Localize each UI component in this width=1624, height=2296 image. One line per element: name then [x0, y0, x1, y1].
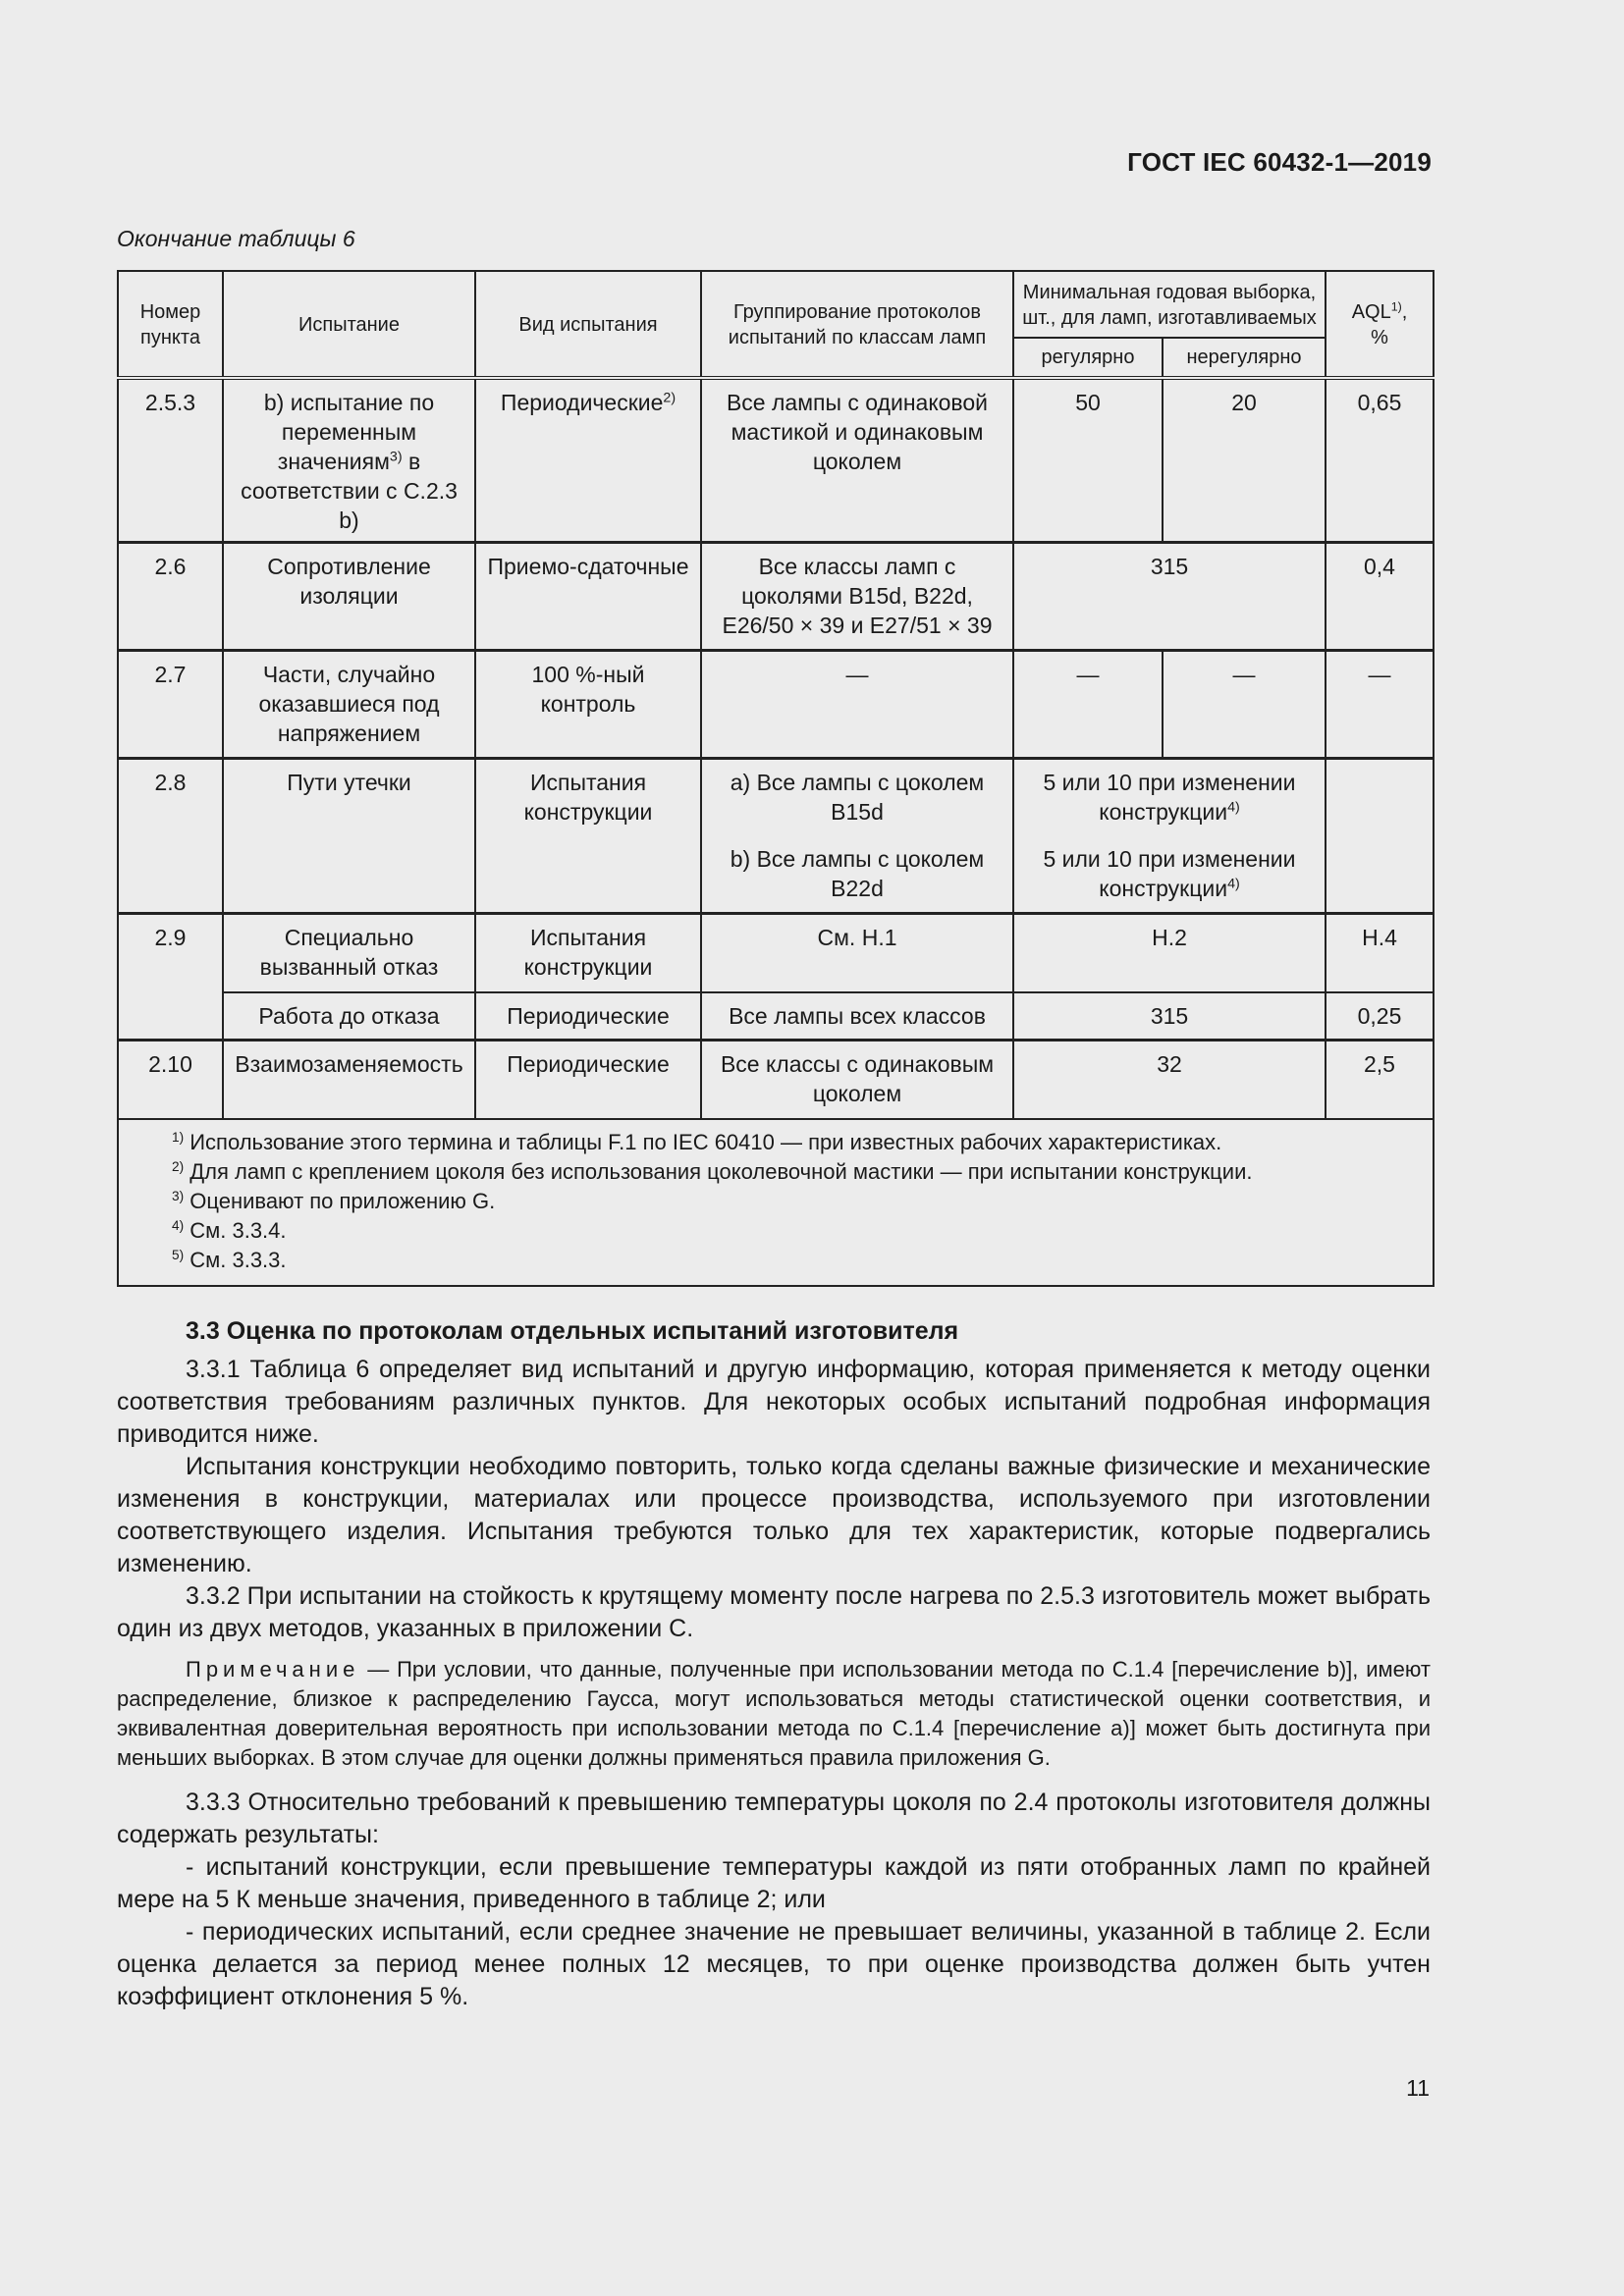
cell-kind: 100 %-ный контроль [475, 651, 701, 759]
footnote-text: Для ламп с креплением цоколя без использования цоколевочной мастики — при испытании конструкции. [184, 1158, 1253, 1184]
footnote [172, 1187, 1423, 1216]
table-footnotes [118, 1119, 1434, 1286]
cell-aql: 0,25 [1326, 992, 1434, 1041]
cell-sample: 315 [1013, 992, 1326, 1041]
footnote-mark: 2) [663, 390, 677, 406]
note-paragraph [117, 1655, 1431, 1773]
cell-sample: 32 [1013, 1041, 1326, 1119]
header-group: Группирование протоколов испытаний по классам ламп [701, 271, 1013, 378]
list-item: - испытаний конструкции, если превышение температуры каждой из пяти отобранных ламп по крайней мере на 5 К меньше значения, приведенного в таблице 2; или [117, 1853, 1431, 1913]
cell-test: Специально вызванный отказ [223, 914, 475, 992]
cell-kind-text: Периодические [500, 390, 664, 415]
header-regular: регулярно [1013, 338, 1163, 378]
paragraph: 3.3.3 Относительно требований к превышению температуры цоколя по 2.4 протоколы изготовителя должны содержать результаты: [117, 1789, 1431, 1848]
table-caption: Окончание таблицы 6 [117, 226, 355, 251]
cell-num: 2.9 [118, 914, 223, 1041]
cell-test: Пути утечки [223, 759, 475, 914]
cell-sample: Н.2 [1013, 914, 1326, 992]
header-min-sample: Минимальная годовая выборка, шт., для ламп, изготавливаемых [1013, 271, 1326, 338]
footnote-mark: 1) [172, 1129, 185, 1145]
cell-group: Все лампы с одинаковой мастикой и одинаковым цоколем [701, 378, 1013, 543]
cell-aql: Н.4 [1326, 914, 1434, 992]
cell-irregular: — [1163, 651, 1326, 759]
footnote-mark: 3) [172, 1188, 185, 1203]
table-6 [117, 270, 1435, 1287]
cell-kind: Приемо-сдаточные [475, 543, 701, 651]
cell-group: Все лампы всех классов [701, 992, 1013, 1041]
footnote-text: См. 3.3.3. [184, 1247, 287, 1272]
table-row [118, 1041, 1434, 1119]
footnote-mark: 4) [1227, 876, 1240, 892]
aql-footnote-mark: 1) [1390, 299, 1402, 314]
section-body [117, 1315, 1431, 2013]
table-row [118, 651, 1434, 759]
cell-kind: Периодические [475, 1041, 701, 1119]
cell-group: — [701, 651, 1013, 759]
cell-kind: Испытания конструкции [475, 914, 701, 992]
paragraph: Испытания конструкции необходимо повторить, только когда сделаны важные физические и механические изменения в конструкции, материалах или процессе производства, используемого при изготовлении соответствующего изделия. Испытания требуются только для тех характеристик, которые подвергались изменению. [117, 1453, 1431, 1577]
cell-num: 2.7 [118, 651, 223, 759]
cell-regular: 50 [1013, 378, 1163, 543]
footnote-text: Оценивают по приложению G. [184, 1188, 496, 1213]
cell-test-text: b) испытание по переменным значениям [263, 390, 435, 474]
footnote [172, 1157, 1423, 1187]
cell-group-b: b) Все лампы с цоколем B22d [730, 846, 985, 901]
list-item: - периодических испытаний, если среднее значение не превышает величины, указанной в таблице 2. Если оценка делается за период менее полных 12 месяцев, то при оценке производства должен быть учтен коэффициент отклонения 5 %. [117, 1918, 1431, 2010]
cell-aql: 0,65 [1326, 378, 1434, 543]
header-num: Номер пункта [118, 271, 223, 378]
footnote-mark: 4) [1227, 799, 1240, 816]
cell-sample [1013, 759, 1326, 914]
footnote [172, 1246, 1423, 1275]
cell-test: Части, случайно оказавшиеся под напряжением [223, 651, 475, 759]
page-number: 11 [1406, 2075, 1430, 2101]
cell-sample-b [1020, 844, 1319, 903]
cell-aql: — [1326, 651, 1434, 759]
table-row [118, 914, 1434, 992]
cell-kind [475, 378, 701, 543]
paragraph: 3.3.2 При испытании на стойкость к крутящему моменту после нагрева по 2.5.3 изготовитель может выбрать один из двух методов, указанных в приложении С. [117, 1582, 1431, 1642]
header-kind: Вид испытания [475, 271, 701, 378]
cell-test: Работа до отказа [223, 992, 475, 1041]
cell-test: Взаимозаменяемость [223, 1041, 475, 1119]
cell-group [701, 759, 1013, 914]
cell-test: Сопротивление изоляции [223, 543, 475, 651]
paragraph: 3.3.1 Таблица 6 определяет вид испытаний и другую информацию, которая применяется к методу оценки соответствия требованиям различных пунктов. Для некоторых особых испытаний подробная информация приводится ниже. [117, 1356, 1431, 1448]
table-container [117, 270, 1433, 1287]
footnotes-cell [118, 1119, 1434, 1286]
cell-aql: 2,5 [1326, 1041, 1434, 1119]
footnote-mark: 2) [172, 1158, 185, 1174]
cell-sample-a-text: 5 или 10 при изменении конструкции [1043, 770, 1296, 825]
cell-group: Все классы ламп с цоколями B15d, B22d, E26/50 × 39 и E27/51 × 39 [701, 543, 1013, 651]
footnote-text: См. 3.3.4. [184, 1217, 287, 1243]
header-irregular: нерегулярно [1163, 338, 1326, 378]
cell-group-a: a) Все лампы с цоколем B15d [730, 770, 985, 825]
footnote-mark: 5) [172, 1247, 185, 1262]
footnote [172, 1128, 1423, 1157]
cell-test [223, 378, 475, 543]
header-aql: AQL$^{1)}$, % [1326, 271, 1434, 378]
cell-aql: 0,4 [1326, 543, 1434, 651]
cell-aql [1326, 759, 1434, 914]
cell-sample-a [1020, 768, 1319, 827]
cell-num: 2.10 [118, 1041, 223, 1119]
table-row [118, 543, 1434, 651]
cell-group: Все классы с одинаковым цоколем [701, 1041, 1013, 1119]
section-heading: 3.3 Оценка по протоколам отдельных испытаний изготовителя [186, 1317, 959, 1345]
footnote-mark: 3) [389, 449, 403, 465]
table-row [118, 378, 1434, 543]
table-row [118, 759, 1434, 914]
footnote [172, 1216, 1423, 1246]
cell-num: 2.8 [118, 759, 223, 914]
cell-kind: Испытания конструкции [475, 759, 701, 914]
aql-label: AQL [1351, 301, 1391, 323]
document-code: ГОСТ IEC 60432-1—2019 [1127, 147, 1432, 177]
cell-kind: Периодические [475, 992, 701, 1041]
cell-sample-b-text: 5 или 10 при изменении конструкции [1043, 846, 1296, 901]
cell-sample: 315 [1013, 543, 1326, 651]
header-test: Испытание [223, 271, 475, 378]
footnote-mark: 4) [172, 1217, 185, 1233]
cell-test-text-end: в соответствии с С.2.3 b) [241, 449, 458, 533]
cell-num: 2.5.3 [118, 378, 223, 543]
note-label: Примечание [186, 1657, 360, 1682]
cell-group: См. Н.1 [701, 914, 1013, 992]
cell-regular: — [1013, 651, 1163, 759]
footnote-text: Использование этого термина и таблицы F.1 по IEC 60410 — при известных рабочих характеристиках. [184, 1129, 1222, 1154]
aql-unit: % [1371, 327, 1388, 348]
cell-irregular: 20 [1163, 378, 1326, 543]
cell-num: 2.6 [118, 543, 223, 651]
table-row [118, 992, 1434, 1041]
note-text: — При условии, что данные, полученные при использовании метода по С.1.4 [перечисление b)], имеют распределение, близкое к распределению Гаусса, могут использоваться методы статистической оценки соответствия, и эквивалентная доверительная вероятность при использовании метода по С.1.4 [перечисление a)] может быть достигнута при меньших выборках. В этом случае для оценки должны применяться правила приложения G. [117, 1657, 1431, 1770]
